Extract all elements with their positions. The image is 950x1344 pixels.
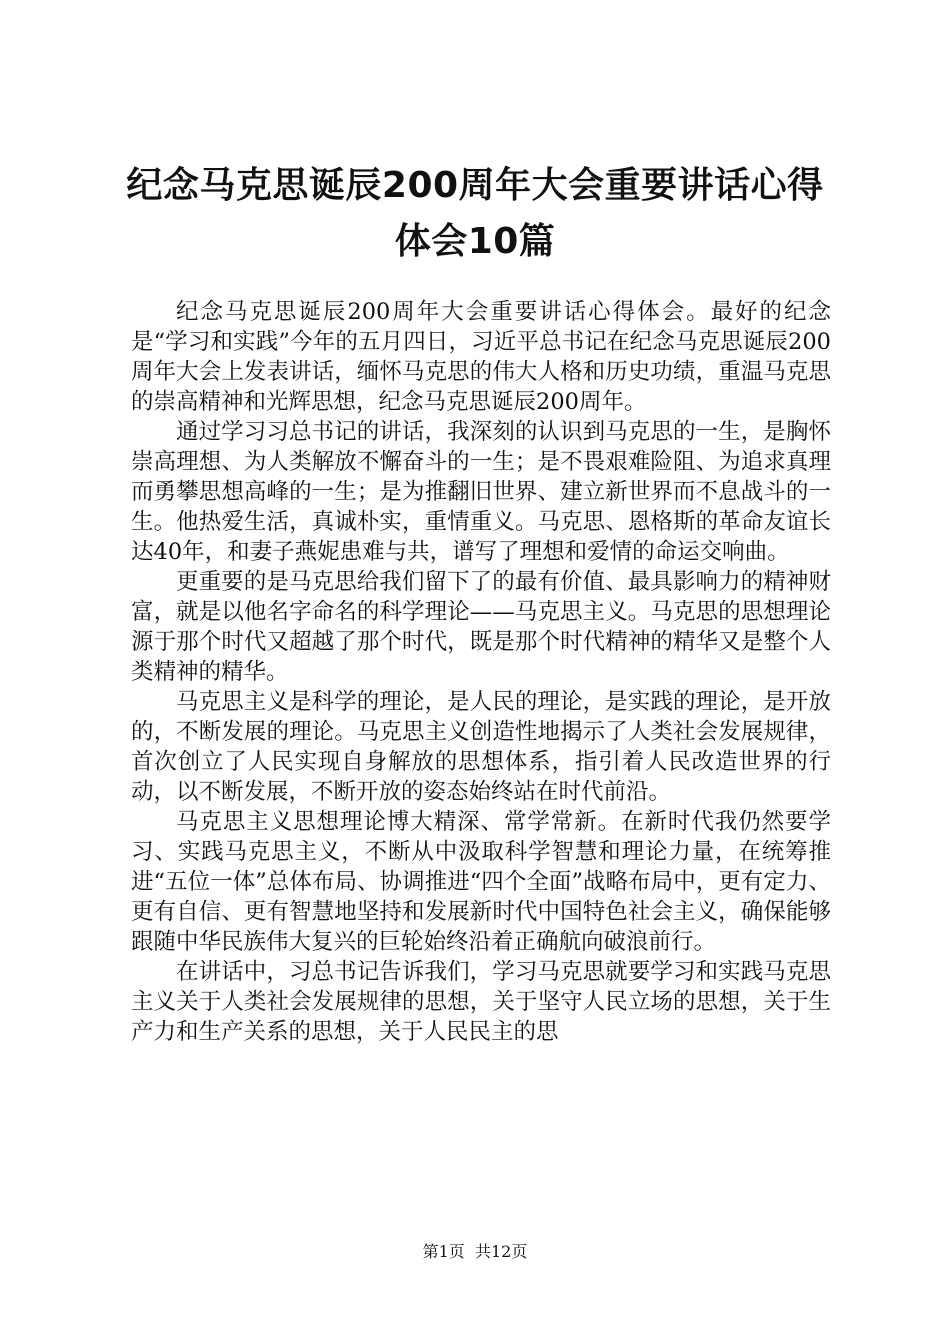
paragraph: 通过学习习总书记的讲话，我深刻的认识到马克思的一生，是胸怀崇高理想、为人类解放不懈奋斗的一生；是不畏艰难险阻、为追求真理而勇攀思想高峰的一生；是为推翻旧世界、建立新世界而不息战斗的一生。他热爱生活，真诚朴实，重情重义。马克思、恩格斯的革命友谊长达40年，和妻子燕妮患难与共，谱写了理想和爱情的命运交响曲。 bbox=[131, 419, 831, 565]
document-title: 纪念马克思诞辰200周年大会重要讲话心得体会10篇 bbox=[126, 165, 824, 262]
document-body bbox=[131, 297, 831, 1047]
paragraph: 纪念马克思诞辰200周年大会重要讲话心得体会。最好的纪念是“学习和实践”今年的五月四日，习近平总书记在纪念马克思诞辰200周年大会上发表讲话，缅怀马克思的伟大人格和历史功绩，重温马克思的崇高精神和光辉思想，纪念马克思诞辰200周年。 bbox=[131, 299, 831, 415]
page-total: 共12页 bbox=[474, 1242, 528, 1261]
page-number: 第1页 bbox=[422, 1242, 465, 1261]
paragraph: 马克思主义思想理论博大精深、常学常新。在新时代我仍然要学习、实践马克思主义，不断从中汲取科学智慧和理论力量，在统筹推进“五位一体”总体布局、协调推进“四个全面”战略布局中，更有定力、更有自信、更有智慧地坚持和发展新时代中国特色社会主义，确保能够跟随中华民族伟大复兴的巨轮始终沿着正确航向破浪前行。 bbox=[131, 809, 831, 955]
paragraph: 在讲话中，习总书记告诉我们，学习马克思就要学习和实践马克思主义关于人类社会发展规律的思想，关于坚守人民立场的思想，关于生产力和生产关系的思想，关于人民民主的思 bbox=[131, 959, 831, 1045]
page-footer bbox=[0, 1242, 950, 1262]
footer-spacer bbox=[465, 1242, 475, 1261]
paragraph: 马克思主义是科学的理论，是人民的理论，是实践的理论，是开放的，不断发展的理论。马克思主义创造性地揭示了人类社会发展规律，首次创立了人民实现自身解放的思想体系，指引着人民改造世界的行动，以不断发展，不断开放的姿态始终站在时代前沿。 bbox=[131, 689, 831, 805]
paragraph: 更重要的是马克思给我们留下了的最有价值、最具影响力的精神财富，就是以他名字命名的科学理论——马克思主义。马克思的思想理论源于那个时代又超越了那个时代，既是那个时代精神的精华又是整个人类精神的精华。 bbox=[131, 569, 831, 685]
